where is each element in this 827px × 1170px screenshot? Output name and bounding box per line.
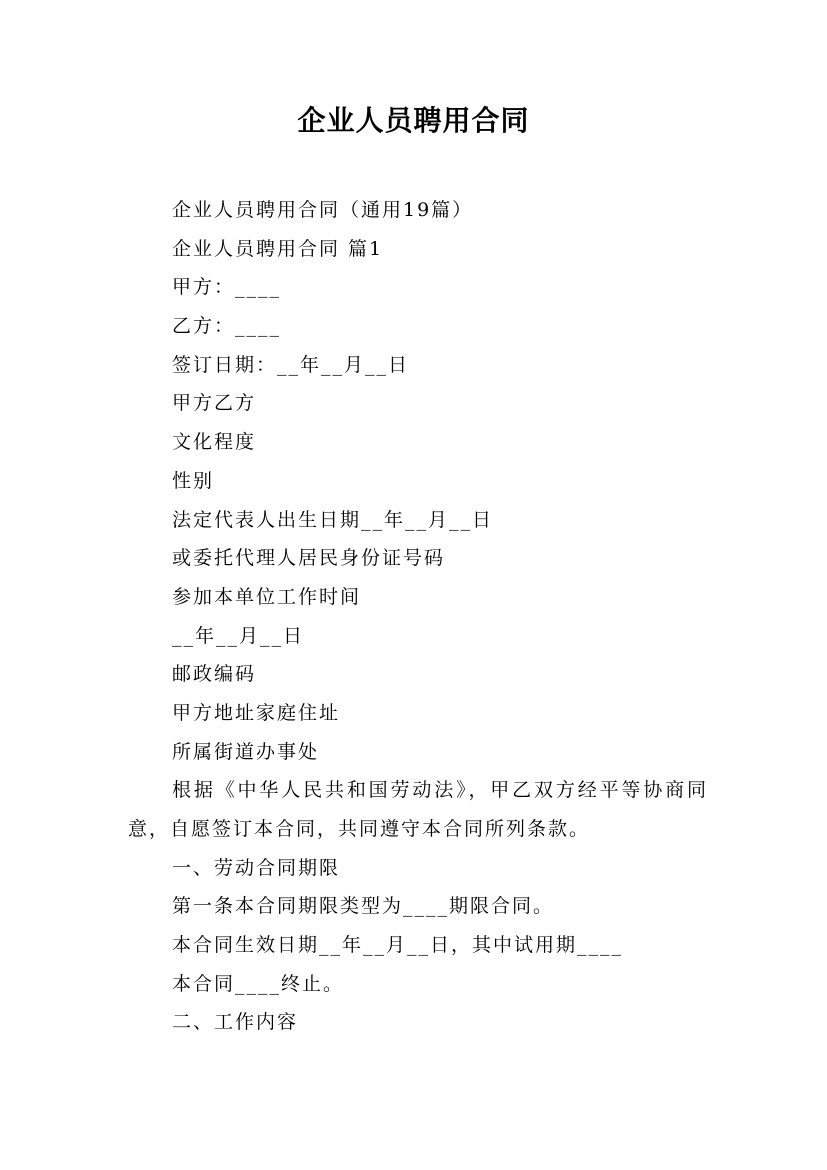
- text-line: 甲方：____: [172, 276, 282, 299]
- text-line: 甲方乙方: [172, 392, 257, 415]
- text-line: 邮政编码: [172, 663, 257, 686]
- text-line: 乙方：____: [172, 315, 282, 338]
- text-line: 性别: [172, 469, 215, 492]
- text-line: 签订日期：__年__月__日: [172, 353, 410, 376]
- text-line: 文化程度: [172, 431, 257, 454]
- document-title: 企业人员聘用合同: [297, 104, 530, 137]
- text-line: 企业人员聘用合同（通用19篇）: [172, 199, 474, 221]
- section-heading: 二、工作内容: [172, 1011, 299, 1034]
- document-body: [128, 191, 708, 1042]
- text-line: 法定代表人出生日期__年__月__日: [172, 508, 494, 531]
- text-line: 第一条本合同期限类型为____期限合同。: [172, 895, 555, 918]
- text-line: 参加本单位工作时间: [172, 585, 362, 608]
- text-line: 本合同生效日期__年__月__日，其中试用期____: [172, 934, 624, 957]
- text-line: 本合同____终止。: [172, 972, 345, 995]
- text-line: 所属街道办事处: [172, 740, 320, 763]
- section-heading: 一、劳动合同期限: [172, 856, 341, 879]
- text-line: 或委托代理人居民身份证号码: [172, 547, 446, 570]
- text-paragraph: 根据《中华人民共和国劳动法》，甲乙双方经平等协商同意，自愿签订本合同，共同遵守本合同所列条款。: [128, 779, 708, 841]
- text-line: 甲方地址家庭住址: [172, 701, 341, 724]
- text-line: 企业人员聘用合同 篇1: [172, 237, 384, 260]
- text-line: __年__月__日: [172, 624, 305, 647]
